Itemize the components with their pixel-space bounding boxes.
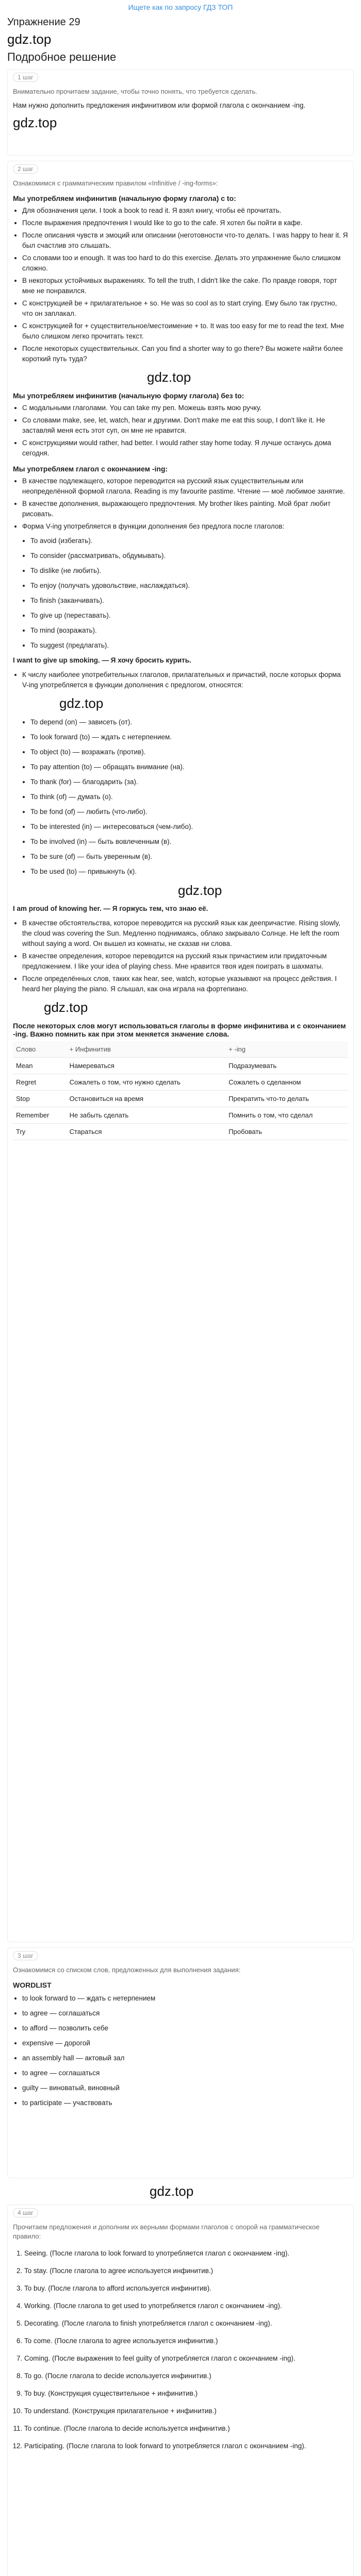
table-row [13,1124,348,1140]
header [0,16,361,64]
answer-item: 3. To buy. (После глагола to afford используется инфинитив). [24,2283,348,2294]
verb-item: • To depend (on) — зависеть (от). [30,717,348,728]
table-header: + -ing [225,1041,348,1058]
rule-item: • Форма V-ing употребляется в функции дополнения без предлога после глаголов: [22,521,348,532]
rule-item: • В качестве определения, которое переводится на русский язык причастием или придаточным предложением. I like your idea of playing chess. Мне нравится твоя идея поиграть в шахматы. [22,951,348,972]
rule-heading: Мы употребляем глагол с окончанием -ing: [13,465,168,473]
step-intro: Ознакомимся со списком слов, предложенных для выполнения задания: [13,1966,241,1974]
watermark: gdz.top [59,696,104,711]
verb-item: • To dislike (не любить). [30,565,348,577]
watermark: gdz.top [178,883,222,898]
word-item: • to agree — соглашаться [22,2067,348,2079]
rule-heading: Мы употребляем инфинитив (начальную форму глагола) с to: [13,194,236,202]
table-cell: Stop [13,1091,67,1107]
answer-item: 7. Coming. (После выражения to feel guilty of употребляется глагол с окончанием -ing). [24,2353,348,2364]
rule-list-5 [13,918,348,994]
word-item: • guilty — виноватый, виновный [22,2082,348,2094]
watermark: gdz.top [147,369,191,385]
verb-item: • To finish (заканчивать). [30,595,348,606]
table-cell: Пробовать [225,1124,348,1140]
answer-item: 8. To go. (После глагола to decide используется инфинитив.) [24,2371,348,2381]
table-cell: Остановиться на время [67,1091,226,1107]
meaning-table [13,1041,348,1140]
rule-item: • С конструкцией be + прилагательное + so. He was so cool as to start crying. Ему было так грустно, что он заплакал. [22,298,348,319]
top-promo-link[interactable]: Ищете как по запросу ГДЗ ТОП [128,3,233,11]
table-cell: Сожалеть о том, что нужно сделать [67,1074,226,1091]
rule-list-1 [13,206,348,364]
answer-item: 9. To buy. (Конструкция существительное + инфинитив.) [24,2388,348,2399]
verb-item: • To be used (to) — привыкнуть (к). [30,866,348,877]
verb-item: • To be sure (of) — быть уверенным (в). [30,851,348,862]
verb-item: • To enjoy (получать удовольствие, наслаждаться). [30,580,348,591]
verb-item: • To give up (переставать). [30,610,348,621]
verb-item: • To look forward (to) — ждать с нетерпением. [30,732,348,743]
step-text: Нам нужно дополнить предложения инфинитивом или формой глагола с окончанием -ing. [13,101,306,109]
verb-item: • To think (of) — думать (о). [30,791,348,803]
rule-list-4 [13,670,348,690]
rule-item: • В качестве дополнения, выражающего предпочтения. My brother likes painting. Мой брат любит рисовать. [22,499,348,519]
table-row [13,1074,348,1091]
verb-item: • To object (to) — возражать (против). [30,747,348,758]
exercise-title: Упражнение 29 [7,16,80,28]
wordlist [13,1993,348,2109]
word-item: • expensive — дорогой [22,2038,348,2049]
verb-item: • To be interested (in) — интересоваться (чем-либо). [30,821,348,833]
word-item: • an assembly hall — актовый зал [22,2053,348,2064]
table-cell: Сожалеть о сделанном [225,1074,348,1091]
rule-item: • В качестве подлежащего, которое переводится на русский язык существительным или неопределённой формой глагола. Reading is my favourite pastime. Чтение — моё любимое занятие. [22,476,348,497]
table-cell: Remember [13,1107,67,1124]
step-intro: Прочитаем предложения и дополним их верными формами глаголов с опорой на грамматическое правило: [13,2223,320,2240]
example: I am proud of knowing her. — Я горжусь тем, что знаю её. [13,905,208,912]
word-item: • to agree — соглашаться [22,2008,348,2019]
rule-list-3 [13,476,348,532]
table-row [13,1058,348,1074]
table-header: Слово [13,1041,67,1058]
step-4 [7,2205,354,2576]
table-header: + Инфинитив [67,1041,226,1058]
wordlist-label: WORDLIST [13,1981,52,1989]
word-item: • to look forward to — ждать с нетерпением [22,1993,348,2004]
verb-item: • To be involved (in) — быть вовлеченным (в). [30,836,348,848]
table-cell: Mean [13,1058,67,1074]
rule-item: • К числу наиболее употребительных глаголов, прилагательных и причастий, после которых форма V-ing употребляется в функции дополнения с предлогом, относятся: [22,670,348,690]
example: I want to give up smoking. — Я хочу бросить курить. [13,656,191,664]
answer-item: 4. Working. (После глагола to get used to употребляется глагол с окончанием -ing). [24,2301,348,2311]
rule-item: • Со словами too и enough. It was too hard to do this exercise. Делать это упражнение было слишком сложно. [22,253,348,274]
answer-item: 5. Decorating. (После глагола to finish употребляется глагол с окончанием -ing). [24,2318,348,2329]
step-text: Внимательно прочитаем задание, чтобы точно понять, что требуется сделать. [13,88,257,95]
rule-item: • В некоторых устойчивых выражениях. To tell the truth, I didn't like the cake. По правде говоря, торт мне не понравился. [22,276,348,296]
rule-item: • Для обозначения цели. I took a book to read it. Я взял книгу, чтобы её прочитать. [22,206,348,216]
rule-item: • После определённых слов, таких как hear, see, watch, которые указывают на процесс действия. I heard her playing the piano. Я слышал, как она играла на фортепиано. [22,974,348,994]
verb-item: • To mind (возражать). [30,625,348,636]
table-cell: Regret [13,1074,67,1091]
step-badge: 1 шаг [13,73,38,82]
word-item: • to afford — позволить себе [22,2023,348,2034]
verb-item: • To suggest (предлагать). [30,640,348,651]
verb-item: • To thank (for) — благодарить (за). [30,776,348,788]
answer-item: 12. Participating. (После глагола to look forward to употребляется глагол с окончанием -ing). [24,2441,348,2451]
rule-list-2 [13,403,348,459]
rule-item: • После выражения предпочтения I would like to go to the cafe. Я хотел бы пойти в кафе. [22,218,348,228]
rule-heading: Мы употребляем инфинитив (начальную форму глагола) без to: [13,392,244,400]
step-2 [7,161,354,1942]
watermark: gdz.top [13,115,57,130]
verb-item: • To pay attention (to) — обращать внимание (на). [30,761,348,773]
rule-item: • С модальными глаголами. You can take my pen. Можешь взять мою ручку. [22,403,348,413]
step-3 [7,1947,354,2178]
verb-item: • To be fond (of) — любить (что-либо). [30,806,348,818]
answer-item: 10. To understand. (Конструкция прилагательное + инфинитив.) [24,2406,348,2416]
answer-item: 6. To come. (После глагола to agree используется инфинитив.) [24,2336,348,2346]
table-cell: Стараться [67,1124,226,1140]
step-badge: 3 шаг [13,1951,38,1960]
watermark: gdz.top [7,31,52,47]
table-row [13,1107,348,1124]
verb-item: • To consider (рассматривать, обдумывать). [30,550,348,562]
answer-item: 1. Seeing. (После глагола to look forward to употребляется глагол с окончанием -ing). [24,2248,348,2259]
table-row [13,1091,348,1107]
word-item: • to participate — участвовать [22,2097,348,2109]
table-cell: Прекратить что-то делать [225,1091,348,1107]
solution-subtitle: Подробное решение [7,50,117,63]
table-cell: Не забыть сделать [67,1107,226,1124]
rule-item: • Со словами make, see, let, watch, hear и другими. Don't make me eat this soup, I don't like it. Не заставляй меня есть этот суп, он мне не нравится. [22,415,348,436]
table-cell: Намереваться [67,1058,226,1074]
verb-list-2 [13,717,348,877]
step-1 [7,69,354,156]
rule-item: • В качестве обстоятельства, которое переводится на русский язык как деепричастие. Rising slowly, the cloud was covering the Sun. Медленно поднимаясь, облако закрывало Солнце. He left the room without saying a word. Он вышел из комнаты, не сказав ни слова. [22,918,348,949]
filled-sentences [13,2248,348,2451]
rule-item: • С конструкциями would rather, had better. I would rather stay home today. Я лучше останусь дома сегодня. [22,438,348,459]
table-cell: Подразумевать [225,1058,348,1074]
watermark: gdz.top [44,999,88,1015]
table-cell: Try [13,1124,67,1140]
watermark: gdz.top [150,2183,194,2199]
verb-list-1 [13,535,348,651]
answer-item: 11. To continue. (После глагола to decide используется инфинитив.) [24,2424,348,2434]
answer-item: 2. To stay. (После глагола to agree используется инфинитив.) [24,2266,348,2276]
table-cell: Помнить о том, что сделал [225,1107,348,1124]
step-badge: 2 шаг [13,164,38,174]
step-intro: Ознакомимся с грамматическим правилом «Infinitive / -ing-forms»: [13,179,218,187]
rule-item: • С конструкцией for + существительное/местоимение + to. It was too easy for me to read the text. Мне было слишком легко прочитать текст. [22,321,348,342]
rule-item: • После некоторых существительных. Can you find a shorter way to go there? Вы можете найти более короткий путь туда? [22,344,348,364]
table-intro: После некоторых слов могут использоваться глаголы в форме инфинитива и с окончанием -ing. Важно помнить как при этом меняется значение слова. [13,1022,346,1038]
step-badge: 4 шаг [13,2208,38,2217]
verb-item: • To avoid (избегать). [30,535,348,547]
rule-item: • После описания чувств и эмоций или описании (неготовности что-то делать. I was happy to hear it. Я был счастлив это слышать. [22,230,348,251]
